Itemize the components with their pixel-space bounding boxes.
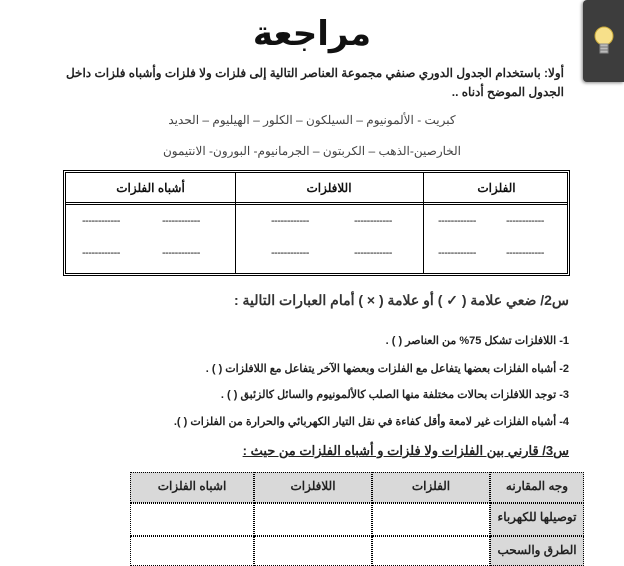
page-title: مراجعة xyxy=(252,14,372,54)
blank-line[interactable]: ------------ xyxy=(506,247,544,259)
row-label-conductivity: توصيلها للكهرباء xyxy=(490,503,584,536)
blank-line[interactable]: ------------ xyxy=(354,215,392,227)
tips-panel-button[interactable] xyxy=(583,0,624,82)
blank-line[interactable]: ------------ xyxy=(271,215,309,227)
blank-line[interactable]: ------------ xyxy=(438,215,476,227)
header-metalloids: أشباه الفلزات xyxy=(116,181,185,195)
answer-cell[interactable] xyxy=(372,503,490,536)
blank-line[interactable]: ------------ xyxy=(506,215,544,227)
header-metalloids: اشباه الفلزات xyxy=(130,472,254,503)
header-comparison: وجه المقارنه xyxy=(490,472,584,503)
answer-cell[interactable] xyxy=(130,536,254,566)
blank-line[interactable]: ------------ xyxy=(271,247,309,259)
answer-cell[interactable] xyxy=(254,503,372,536)
blank-line[interactable]: ------------ xyxy=(162,247,200,259)
header-nonmetals: اللافلزات xyxy=(254,472,372,503)
question-2-title: س2/ ضعي علامة ( ✓ ) أو علامة ( × ) أمام العبارات التالية : xyxy=(233,292,569,308)
statement-1: 1- اللافلزات تشكل 75% من العناصر ( ) . xyxy=(385,335,569,347)
header-metals: الفلزات xyxy=(477,181,516,195)
header-nonmetals: اللافلزات xyxy=(306,181,352,195)
lightbulb-icon xyxy=(583,0,624,82)
answer-cell[interactable] xyxy=(254,536,372,566)
row-label-malleability: الطرق والسحب xyxy=(490,536,584,566)
blank-line[interactable]: ------------ xyxy=(162,215,200,227)
answer-cell[interactable] xyxy=(372,536,490,566)
statement-4: 4- أشباه الفلزات غير لامعة وأقل كفاءة في نقل التيار الكهربائي والحرارة من الفلزات ( ). xyxy=(173,416,569,428)
blank-line[interactable]: ------------ xyxy=(82,247,120,259)
elements-line-1: كبريت - الألمونيوم – السيلكون – الكلور – الهيليوم – الحديد xyxy=(168,113,456,127)
question-3-title: س3/ قارني بين الفلزات ولا فلزات و أشباه الفلزات من حيث : xyxy=(242,443,569,458)
blank-line[interactable]: ------------ xyxy=(354,247,392,259)
elements-line-2: الخارصين-الذهب – الكربتون – الجرمانيوم- البورون- الانتيمون xyxy=(162,144,462,158)
blank-line[interactable]: ------------ xyxy=(82,215,120,227)
answer-cell[interactable] xyxy=(130,503,254,536)
question-1-text: أولا: باستخدام الجدول الدوري صنفي مجموعة العناصر التالية إلى فلزات ولا فلزات وأشباه فلزات داخل الجدول الموضح أدناه .. xyxy=(65,66,564,99)
classification-table xyxy=(63,170,570,276)
statement-2: 2- أشباه الفلزات بعضها يتفاعل مع الفلزات وبعضها الآخر يتفاعل مع اللافلزات ( ) . xyxy=(205,363,569,375)
blank-line[interactable]: ------------ xyxy=(438,247,476,259)
statement-3: 3- توجد اللافلزات بحالات مختلفة منها الصلب كالألمونيوم والسائل كالزئبق ( ) . xyxy=(220,389,569,401)
header-metals: الفلزات xyxy=(372,472,490,503)
